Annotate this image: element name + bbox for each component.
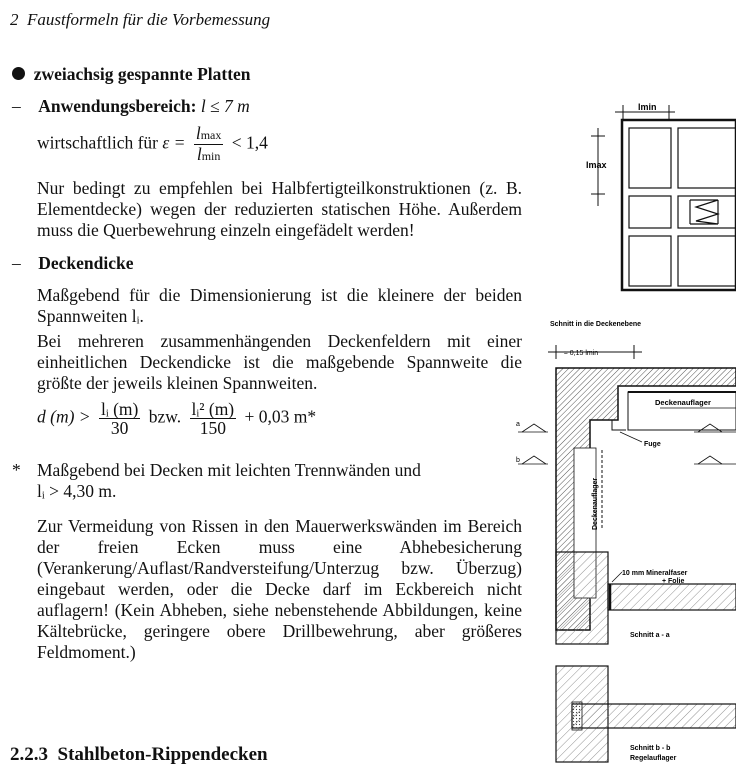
wirtschaftlich-formula — [37, 124, 268, 165]
deckenauflager-vertical-label: Deckenauflager — [592, 477, 599, 530]
bullet-icon — [12, 67, 25, 80]
section-number: 2.2.3 — [10, 744, 48, 765]
frac-num: l — [195, 123, 201, 143]
footnote-line1: Maßgebend bei Decken mit leichten Trennwänden und — [37, 460, 421, 480]
frac-den-sub: min — [201, 149, 221, 163]
next-section-heading — [10, 744, 268, 766]
ratio-limit: < 1,4 — [231, 132, 268, 153]
frac-den: l — [196, 144, 202, 164]
epsilon: ε = — [162, 132, 186, 153]
lmax-label: lmax — [586, 160, 607, 170]
deckendicke-heading — [12, 253, 134, 274]
formula-bzw: bzw. — [148, 406, 182, 427]
section-heading-title: Stahlbeton-Rippendecken — [57, 744, 268, 765]
f1-num: lᵢ (m) — [100, 399, 139, 419]
ratio-fraction — [194, 124, 224, 165]
dash: – — [12, 96, 21, 116]
page-header — [10, 10, 270, 30]
anwendung-heading — [12, 96, 250, 117]
section-title-text: zweiachsig gespannte Platten — [33, 64, 251, 84]
f2-den: 150 — [199, 418, 226, 438]
dash: – — [12, 253, 21, 273]
deckendicke-para2: Bei mehreren zusammenhängenden Deckenfeldern mit einer einheitlichen Deckendicke ist die maßgebende Spannweite die größte der jeweils kleinen Spannweiten. — [37, 331, 522, 393]
mineralfaser-label: 10 mm Mineralfaser — [622, 570, 688, 577]
regelauflager-label: Regelauflager — [630, 755, 677, 762]
formula-fraction-1 — [99, 400, 140, 437]
folie-label: + Folie — [662, 578, 685, 585]
section-b-label: b — [516, 457, 520, 464]
fuge-label: Fuge — [644, 441, 661, 448]
formula-tail: + 0,03 m* — [244, 406, 317, 427]
schnitt-a-label: Schnitt a - a — [630, 632, 670, 639]
deckendicke-label: Deckendicke — [38, 253, 134, 273]
anwendung-condition: l ≤ 7 m — [200, 96, 250, 116]
plan-grid-figure — [586, 102, 736, 290]
schnitt-b-figure — [556, 666, 736, 762]
schnitt-title: Schnitt in die Deckenebene — [550, 321, 642, 328]
section-a-label: a — [516, 421, 520, 428]
formula-fraction-2 — [190, 400, 237, 437]
footnote-line2: lᵢ > 4,30 m. — [37, 481, 117, 501]
dim-label: ≈ 0,15 lmin — [564, 350, 599, 357]
section-title — [12, 64, 251, 85]
figures-svg — [516, 90, 736, 780]
rissvermeidung-paragraph: Zur Vermeidung von Rissen in den Mauerwerkswänden im Bereich der freien Ecken muss eine Abhebesicherung (Verankerung/Auflast/Randversteifung/Unterzug bzw. Überzug) eingebaut werden, oder die Decke darf im Eckbereich nicht auflagern! (Kein Abheben, siehe nebenstehende Abbildungen, keine Kältebrücke, geringere obere Drillbewehrung, aber größeres Feldmoment.) — [37, 516, 522, 662]
chapter-title: Faustformeln für die Vorbemessung — [27, 10, 271, 29]
deckendicke-para1: Maßgebend für die Dimensionierung ist die kleinere der beiden Spannweiten lᵢ. — [37, 285, 522, 326]
footnote-marker: * — [12, 460, 21, 480]
deckenauflager-label: Deckenauflager — [655, 398, 711, 407]
plan-outline — [622, 120, 736, 290]
f1-den: 30 — [110, 418, 129, 438]
anwendung-paragraph: Nur bedingt zu empfehlen bei Halbfertigteilkonstruktionen (z. B. Elementdecke) wegen der reduzierten statischen Höhe. Außerdem muss die Querbewehrung einzeln eingefädelt werden! — [37, 178, 522, 240]
frac-num-sub: max — [200, 128, 222, 142]
lmin-label: lmin — [638, 102, 657, 112]
schnitt-a-figure — [556, 552, 736, 644]
schnitt-b-label: Schnitt b - b — [630, 745, 671, 752]
f2-num: lᵢ² (m) — [191, 399, 235, 419]
page-number: 2 — [10, 10, 19, 29]
slab-b — [572, 704, 736, 728]
formula-lhs: d (m) > — [37, 406, 91, 427]
wall-a — [556, 552, 608, 644]
slab-a — [608, 584, 736, 610]
deckendicke-formula — [37, 400, 316, 437]
wirtschaftlich-prefix: wirtschaftlich für — [37, 132, 158, 153]
anwendung-label: Anwendungsbereich: — [38, 96, 197, 116]
